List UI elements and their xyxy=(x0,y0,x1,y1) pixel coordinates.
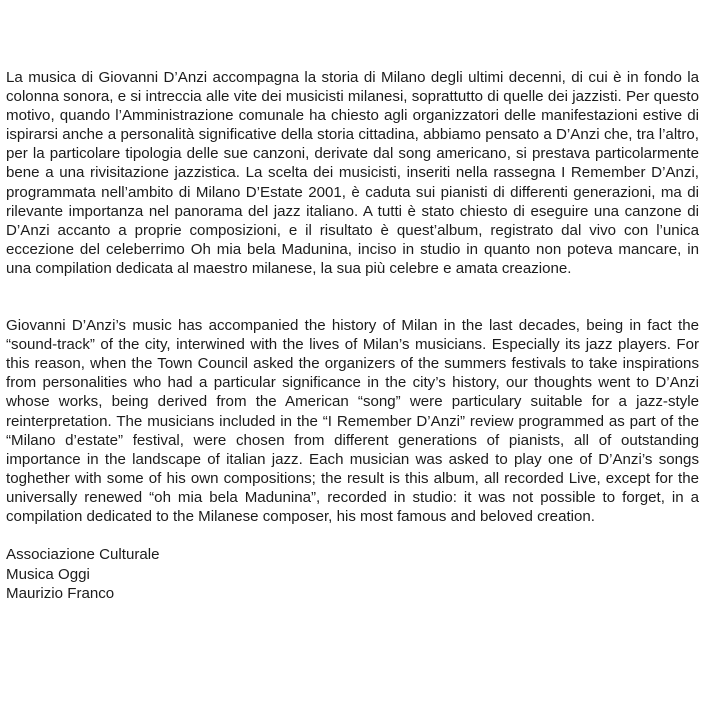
signature-organization: Associazione Culturale xyxy=(6,546,160,564)
signature-author: Maurizio Franco xyxy=(6,585,115,603)
english-paragraph: Giovanni D’Anzi’s music has accompanied the history of Milan in the last decades, being in fact the “sound-track” of the city, interwined with the lives of Milan’s musicians. Especially its jazz players. For this reason, when the Town Council asked the organizers of the summers festivals to take inspirations from personalities who had a particular significance in the city’s history, our thoughts went to D’Anzi whose works, being derived from the American “song” were particulary suitable for a jazz-style reinterpretation. The musicians included in the “I Remember D’Anzi” review programmed as part of the “Milano d’estate” festival, were chosen from different generations of pianists, all of outstanding importance in the landscape of italian jazz. Each musician was asked to play one of D’Anzi’s songs toghether with some of his own compositions; the result is this album, all recorded Live, except for the universally renewed “oh mia bela Madunina”, recorded in studio: it was not possible to forget, in a compilation dedicated to the Milanese composer, his most famous and beloved creation. xyxy=(6,317,699,525)
signature-organization-name: Musica Oggi xyxy=(6,565,90,583)
liner-notes-page xyxy=(6,68,699,604)
italian-paragraph: La musica di Giovanni D’Anzi accompagna la storia di Milano degli ultimi decenni, di cui è in fondo la colonna sonora, e si intreccia alle vite dei musicisti milanesi, soprattutto di quelle dei jazzisti. Per questo motivo, quando l’Amministrazione comunale ha chiesto agli organizzatori delle manifestazioni estive di ispirarsi anche a personalità significative della storia cittadina, abbiamo pensato a D’Anzi che, tra l’altro, per la particolare tipologia delle sue canzoni, derivate dal song americano, si prestava particolarmente bene a una rivisitazione jazzistica. La scelta dei musicisti, inseriti nella rassegna I Remember D’Anzi, programmata nell’ambito di Milano D’Estate 2001, è caduta sui pianisti di differenti generazioni, ma di rilevante importanza nel panorama del jazz italiano. A tutti è stato chiesto di eseguire una canzone di D’Anzi accanto a proprie composizioni, e il risultato è quest’album, registrato dal vivo con l’unica eccezione del celeberrimo Oh mia bela Madunina, inciso in studio in quanto non poteva mancare, in una compilation dedicata al maestro milanese, la sua più celebre e amata creazione. xyxy=(6,69,699,277)
signature-block xyxy=(6,545,699,604)
